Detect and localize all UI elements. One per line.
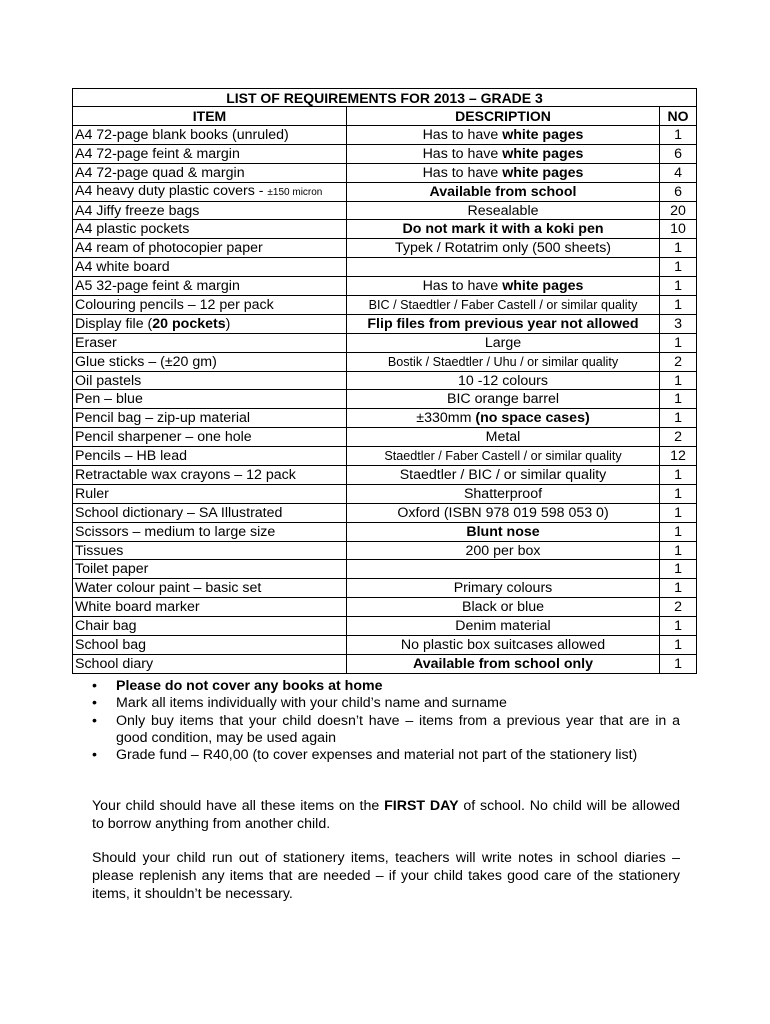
item-cell <box>73 333 347 352</box>
table-row <box>73 239 697 258</box>
description-text: Black or blue <box>461 599 544 616</box>
description-emphasis: Blunt nose <box>466 523 540 540</box>
item-cell <box>73 277 347 296</box>
description-text: ±330mm <box>416 410 476 427</box>
item-text: Glue sticks – (±20 gm) <box>75 353 217 370</box>
item-text: Toilet paper <box>75 561 149 578</box>
description-cell <box>347 239 660 258</box>
requirements-table-body <box>73 89 697 674</box>
description-text: Staedtler / Faber Castell / or similar quality <box>384 449 622 464</box>
description-text: BIC orange barrel <box>447 391 559 408</box>
bullet-icon: • <box>92 695 97 712</box>
description-cell <box>347 201 660 220</box>
item-cell <box>73 409 347 428</box>
item-cell <box>73 182 347 201</box>
description-cell <box>347 522 660 541</box>
description-cell <box>347 125 660 144</box>
first-day-text-after: of school. No child will be allowed to borrow anything from another child. <box>92 798 680 832</box>
table-row <box>73 144 697 163</box>
table-row <box>73 314 697 333</box>
quantity-cell: 4 <box>660 163 697 182</box>
item-cell <box>73 522 347 541</box>
description-text: Bostik / Staedtler / Uhu / or similar quality <box>387 354 619 369</box>
table-row <box>73 390 697 409</box>
item-cell <box>73 598 347 617</box>
header-item: ITEM <box>73 107 347 126</box>
description-cell <box>347 428 660 447</box>
quantity-cell: 1 <box>660 258 697 277</box>
item-cell <box>73 163 347 182</box>
table-row <box>73 636 697 655</box>
description-cell <box>347 636 660 655</box>
item-cell <box>73 220 347 239</box>
item-text: School bag <box>75 636 146 653</box>
quantity-cell: 1 <box>660 125 697 144</box>
description-cell <box>347 314 660 333</box>
description-emphasis: white pages <box>502 145 584 162</box>
table-row <box>73 258 697 277</box>
note-text: Grade fund – R40,00 (to cover expenses and material not part of the stationery list) <box>116 747 638 764</box>
table-row <box>73 522 697 541</box>
description-text: Has to have <box>422 278 503 295</box>
table-row <box>73 428 697 447</box>
item-cell <box>73 428 347 447</box>
quantity-cell: 1 <box>660 239 697 258</box>
item-cell <box>73 314 347 333</box>
item-text: Pencil bag – zip-up material <box>75 410 251 427</box>
table-row <box>73 182 697 201</box>
item-text: A4 Jiffy freeze bags <box>75 202 200 219</box>
description-cell <box>347 352 660 371</box>
table-row <box>73 333 697 352</box>
note-text: Only buy items that your child doesn’t have – items from a previous year that are in a good condition, may be used again <box>116 712 680 746</box>
table-row <box>73 466 697 485</box>
item-cell <box>73 541 347 560</box>
quantity-cell: 1 <box>660 333 697 352</box>
item-text: Retractable wax crayons – 12 pack <box>75 466 296 483</box>
description-text: Denim material <box>455 618 551 635</box>
first-day-text-before: Your child should have all these items on the <box>92 798 385 814</box>
description-cell <box>347 333 660 352</box>
item-cell <box>73 447 347 466</box>
description-text: Resealable <box>467 202 539 219</box>
quantity-cell: 10 <box>660 220 697 239</box>
table-row <box>73 220 697 239</box>
item-cell <box>73 201 347 220</box>
quantity-cell: 1 <box>660 579 697 598</box>
quantity-cell: 1 <box>660 466 697 485</box>
description-cell <box>347 258 660 277</box>
item-cell <box>73 484 347 503</box>
bullet-icon: • <box>92 678 97 694</box>
table-row <box>73 163 697 182</box>
bullet-icon: • <box>92 712 97 729</box>
item-text-after: ) <box>225 315 231 332</box>
table-row <box>73 484 697 503</box>
item-cell <box>73 617 347 636</box>
quantity-cell: 20 <box>660 201 697 220</box>
description-cell <box>347 220 660 239</box>
item-cell <box>73 352 347 371</box>
description-cell <box>347 598 660 617</box>
item-cell <box>73 258 347 277</box>
quantity-cell: 1 <box>660 390 697 409</box>
quantity-cell: 1 <box>660 617 697 636</box>
quantity-cell: 2 <box>660 428 697 447</box>
note-text: Please do not cover any books at home <box>116 678 383 694</box>
item-cell <box>73 560 347 579</box>
item-emphasis: 20 pockets <box>152 315 226 332</box>
description-text: 10 -12 colours <box>458 372 548 389</box>
description-cell <box>347 409 660 428</box>
description-cell <box>347 277 660 296</box>
description-cell <box>347 484 660 503</box>
item-text: A4 ream of photocopier paper <box>75 240 263 257</box>
item-text: Oil pastels <box>75 372 142 389</box>
description-cell <box>347 296 660 315</box>
notes-list <box>92 678 680 764</box>
item-text: Pencil sharpener – one hole <box>75 429 252 446</box>
item-text: Chair bag <box>75 618 137 635</box>
table-row <box>73 201 697 220</box>
table-row <box>73 352 697 371</box>
description-cell <box>347 654 660 673</box>
quantity-cell: 12 <box>660 447 697 466</box>
item-text: Tissues <box>75 542 124 559</box>
item-cell <box>73 579 347 598</box>
item-text: Pencils – HB lead <box>75 448 187 465</box>
description-emphasis: Do not mark it with a koki pen <box>402 221 604 238</box>
description-text: Metal <box>485 429 521 446</box>
quantity-cell: 1 <box>660 560 697 579</box>
item-text: A4 72-page blank books (unruled) <box>75 126 289 143</box>
item-cell <box>73 144 347 163</box>
description-cell <box>347 371 660 390</box>
table-row <box>73 617 697 636</box>
table-row <box>73 560 697 579</box>
item-text: A4 heavy duty plastic covers - <box>75 182 268 199</box>
description-emphasis: Available from school only <box>412 655 593 672</box>
quantity-cell: 1 <box>660 371 697 390</box>
note-item <box>92 678 680 695</box>
description-cell <box>347 182 660 201</box>
description-text: Has to have <box>422 126 503 143</box>
table-row <box>73 579 697 598</box>
item-text: Display file ( <box>75 315 153 332</box>
description-emphasis: white pages <box>502 278 584 295</box>
description-cell <box>347 144 660 163</box>
quantity-cell: 1 <box>660 654 697 673</box>
table-row <box>73 503 697 522</box>
quantity-cell: 6 <box>660 182 697 201</box>
replenish-paragraph: Should your child run out of stationery items, teachers will write notes in school diaries – please replenish any items that are needed – if your child takes good care of the stationery items, it shouldn’t be necessary. <box>92 850 680 902</box>
item-text: Eraser <box>75 334 117 351</box>
table-row <box>73 409 697 428</box>
note-item <box>92 747 680 764</box>
description-emphasis: (no space cases) <box>475 410 590 427</box>
description-cell <box>347 617 660 636</box>
item-text: A4 72-page quad & margin <box>75 164 245 181</box>
description-cell <box>347 390 660 409</box>
quantity-cell: 1 <box>660 296 697 315</box>
item-cell <box>73 390 347 409</box>
description-cell <box>347 447 660 466</box>
item-text: Ruler <box>75 485 109 502</box>
table-row <box>73 541 697 560</box>
item-cell <box>73 125 347 144</box>
requirements-table <box>72 88 697 674</box>
description-cell <box>347 560 660 579</box>
item-text: A4 white board <box>75 259 170 276</box>
item-cell <box>73 636 347 655</box>
item-text: School dictionary – SA Illustrated <box>75 504 283 521</box>
table-row <box>73 598 697 617</box>
first-day-paragraph <box>92 797 680 833</box>
quantity-cell: 1 <box>660 484 697 503</box>
bullet-icon: • <box>92 747 97 764</box>
item-cell <box>73 654 347 673</box>
description-text: Has to have <box>422 145 503 162</box>
description-text: Large <box>484 334 522 351</box>
item-text: Water colour paint – basic set <box>75 580 262 597</box>
description-emphasis: white pages <box>502 126 584 143</box>
description-cell <box>347 163 660 182</box>
quantity-cell: 2 <box>660 352 697 371</box>
table-title: LIST OF REQUIREMENTS FOR 2013 – GRADE 3 <box>73 89 697 107</box>
header-description: DESCRIPTION <box>347 107 660 126</box>
item-cell <box>73 239 347 258</box>
item-text: Colouring pencils – 12 per pack <box>75 296 274 313</box>
quantity-cell: 6 <box>660 144 697 163</box>
item-text: A5 32-page feint & margin <box>75 278 240 295</box>
quantity-cell: 1 <box>660 277 697 296</box>
description-emphasis: Flip files from previous year not allowed <box>367 315 639 332</box>
description-text: BIC / Staedtler / Faber Castell / or similar quality <box>368 297 638 312</box>
table-row <box>73 371 697 390</box>
note-text: Mark all items individually with your child’s name and surname <box>116 695 507 712</box>
description-text: No plastic box suitcases allowed <box>400 636 606 653</box>
quantity-cell: 1 <box>660 522 697 541</box>
description-text: Oxford (ISBN 978 019 598 053 0) <box>397 504 609 521</box>
table-row <box>73 125 697 144</box>
description-cell <box>347 466 660 485</box>
quantity-cell: 1 <box>660 636 697 655</box>
table-row <box>73 447 697 466</box>
item-note: ±150 micron <box>267 186 323 198</box>
quantity-cell: 1 <box>660 503 697 522</box>
quantity-cell: 2 <box>660 598 697 617</box>
quantity-cell: 3 <box>660 314 697 333</box>
table-row <box>73 296 697 315</box>
description-emphasis: Available from school <box>429 183 577 200</box>
item-cell <box>73 503 347 522</box>
quantity-cell: 1 <box>660 409 697 428</box>
description-text: Shatterproof <box>463 485 543 502</box>
description-text: Has to have <box>422 164 503 181</box>
description-cell <box>347 503 660 522</box>
table-row <box>73 277 697 296</box>
description-text: 200 per box <box>465 542 541 559</box>
table-row <box>73 654 697 673</box>
item-text: A4 72-page feint & margin <box>75 145 240 162</box>
item-text: A4 plastic pockets <box>75 221 190 238</box>
item-text: Pen – blue <box>75 391 143 408</box>
item-text: White board marker <box>75 599 200 616</box>
description-text: Typek / Rotatrim only (500 sheets) <box>394 240 612 257</box>
item-text: School diary <box>75 655 154 672</box>
note-item <box>92 713 680 748</box>
description-cell <box>347 579 660 598</box>
table-header-row <box>73 107 697 126</box>
description-text: Primary colours <box>453 580 553 597</box>
first-day-emphasis: FIRST DAY <box>384 798 459 814</box>
item-cell <box>73 371 347 390</box>
description-cell <box>347 541 660 560</box>
item-text: Scissors – medium to large size <box>75 523 276 540</box>
description-emphasis: white pages <box>502 164 584 181</box>
note-item <box>92 695 680 712</box>
table-title-row <box>73 89 697 107</box>
header-no: NO <box>660 107 697 126</box>
item-cell <box>73 296 347 315</box>
description-text: Staedtler / BIC / or similar quality <box>399 466 607 483</box>
quantity-cell: 1 <box>660 541 697 560</box>
item-cell <box>73 466 347 485</box>
